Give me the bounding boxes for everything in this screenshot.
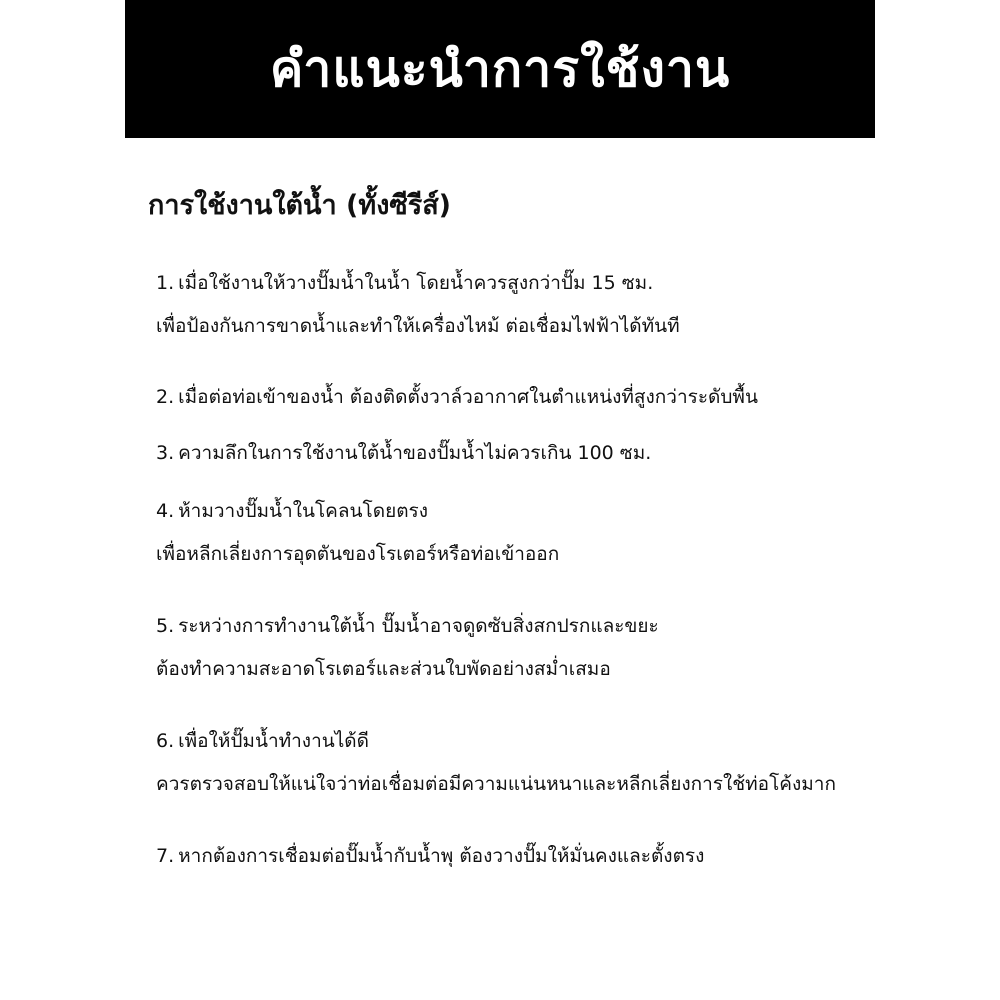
instruction-item-4 <box>156 490 559 576</box>
instruction-text: หากต้องการเชื่อมต่อปั๊มน้ำกับน้ำพุ ต้องวางปั๊มให้มั่นคงและตั้งตรง <box>178 845 705 867</box>
instruction-text: ระหว่างการทำงานใต้น้ำ ปั๊มน้ำอาจดูดซับสิ่งสกปรกและขยะ <box>178 615 659 637</box>
instruction-line <box>156 376 758 419</box>
instruction-number: 4. <box>156 500 175 522</box>
instruction-line: เพื่อหลีกเลี่ยงการอุดตันของโรเตอร์หรือท่อเข้าออก <box>156 543 560 565</box>
instruction-line <box>156 262 680 305</box>
instruction-number: 7. <box>156 845 175 867</box>
header-banner <box>125 0 875 138</box>
instruction-item-1 <box>156 262 680 348</box>
instruction-item-5 <box>156 605 659 691</box>
instruction-line: ควรตรวจสอบให้แน่ใจว่าท่อเชื่อมต่อมีความแน่นหนาและหลีกเลี่ยงการใช้ท่อโค้งมาก <box>156 773 836 795</box>
instruction-line <box>156 490 559 533</box>
instruction-text: เมื่อต่อท่อเข้าของน้ำ ต้องติดตั้งวาล์วอากาศในตำแหน่งที่สูงกว่าระดับพื้น <box>178 386 758 408</box>
instruction-line: ต้องทำความสะอาดโรเตอร์และส่วนใบพัดอย่างสม่ำเสมอ <box>156 658 611 680</box>
instruction-text: ห้ามวางปั๊มน้ำในโคลนโดยตรง <box>178 500 429 522</box>
instruction-text: เพื่อให้ปั๊มน้ำทำงานได้ดี <box>178 730 369 752</box>
page-title: คำแนะนำการใช้งาน <box>269 39 731 98</box>
instruction-text: ความลึกในการใช้งานใต้น้ำของปั๊มน้ำไม่ควรเกิน 100 ซม. <box>178 442 652 464</box>
instruction-line <box>156 720 836 763</box>
section-heading: การใช้งานใต้น้ำ (ทั้งซีรีส์) <box>148 190 452 221</box>
instruction-line <box>156 432 651 475</box>
instruction-number: 2. <box>156 386 175 408</box>
instruction-item-2 <box>156 376 758 419</box>
instruction-item-7 <box>156 835 704 878</box>
instruction-line: เพื่อป้องกันการขาดน้ำและทำให้เครื่องไหม้ ต่อเชื่อมไฟฟ้าได้ทันที <box>156 315 680 337</box>
instruction-number: 6. <box>156 730 175 752</box>
instruction-line <box>156 605 659 648</box>
instruction-item-3 <box>156 432 651 475</box>
instruction-item-6 <box>156 720 836 806</box>
instruction-number: 5. <box>156 615 175 637</box>
instruction-number: 1. <box>156 272 175 294</box>
instruction-number: 3. <box>156 442 175 464</box>
instruction-text: เมื่อใช้งานให้วางปั๊มน้ำในน้ำ โดยน้ำควรสูงกว่าปั๊ม 15 ซม. <box>178 272 654 294</box>
instruction-line <box>156 835 704 878</box>
